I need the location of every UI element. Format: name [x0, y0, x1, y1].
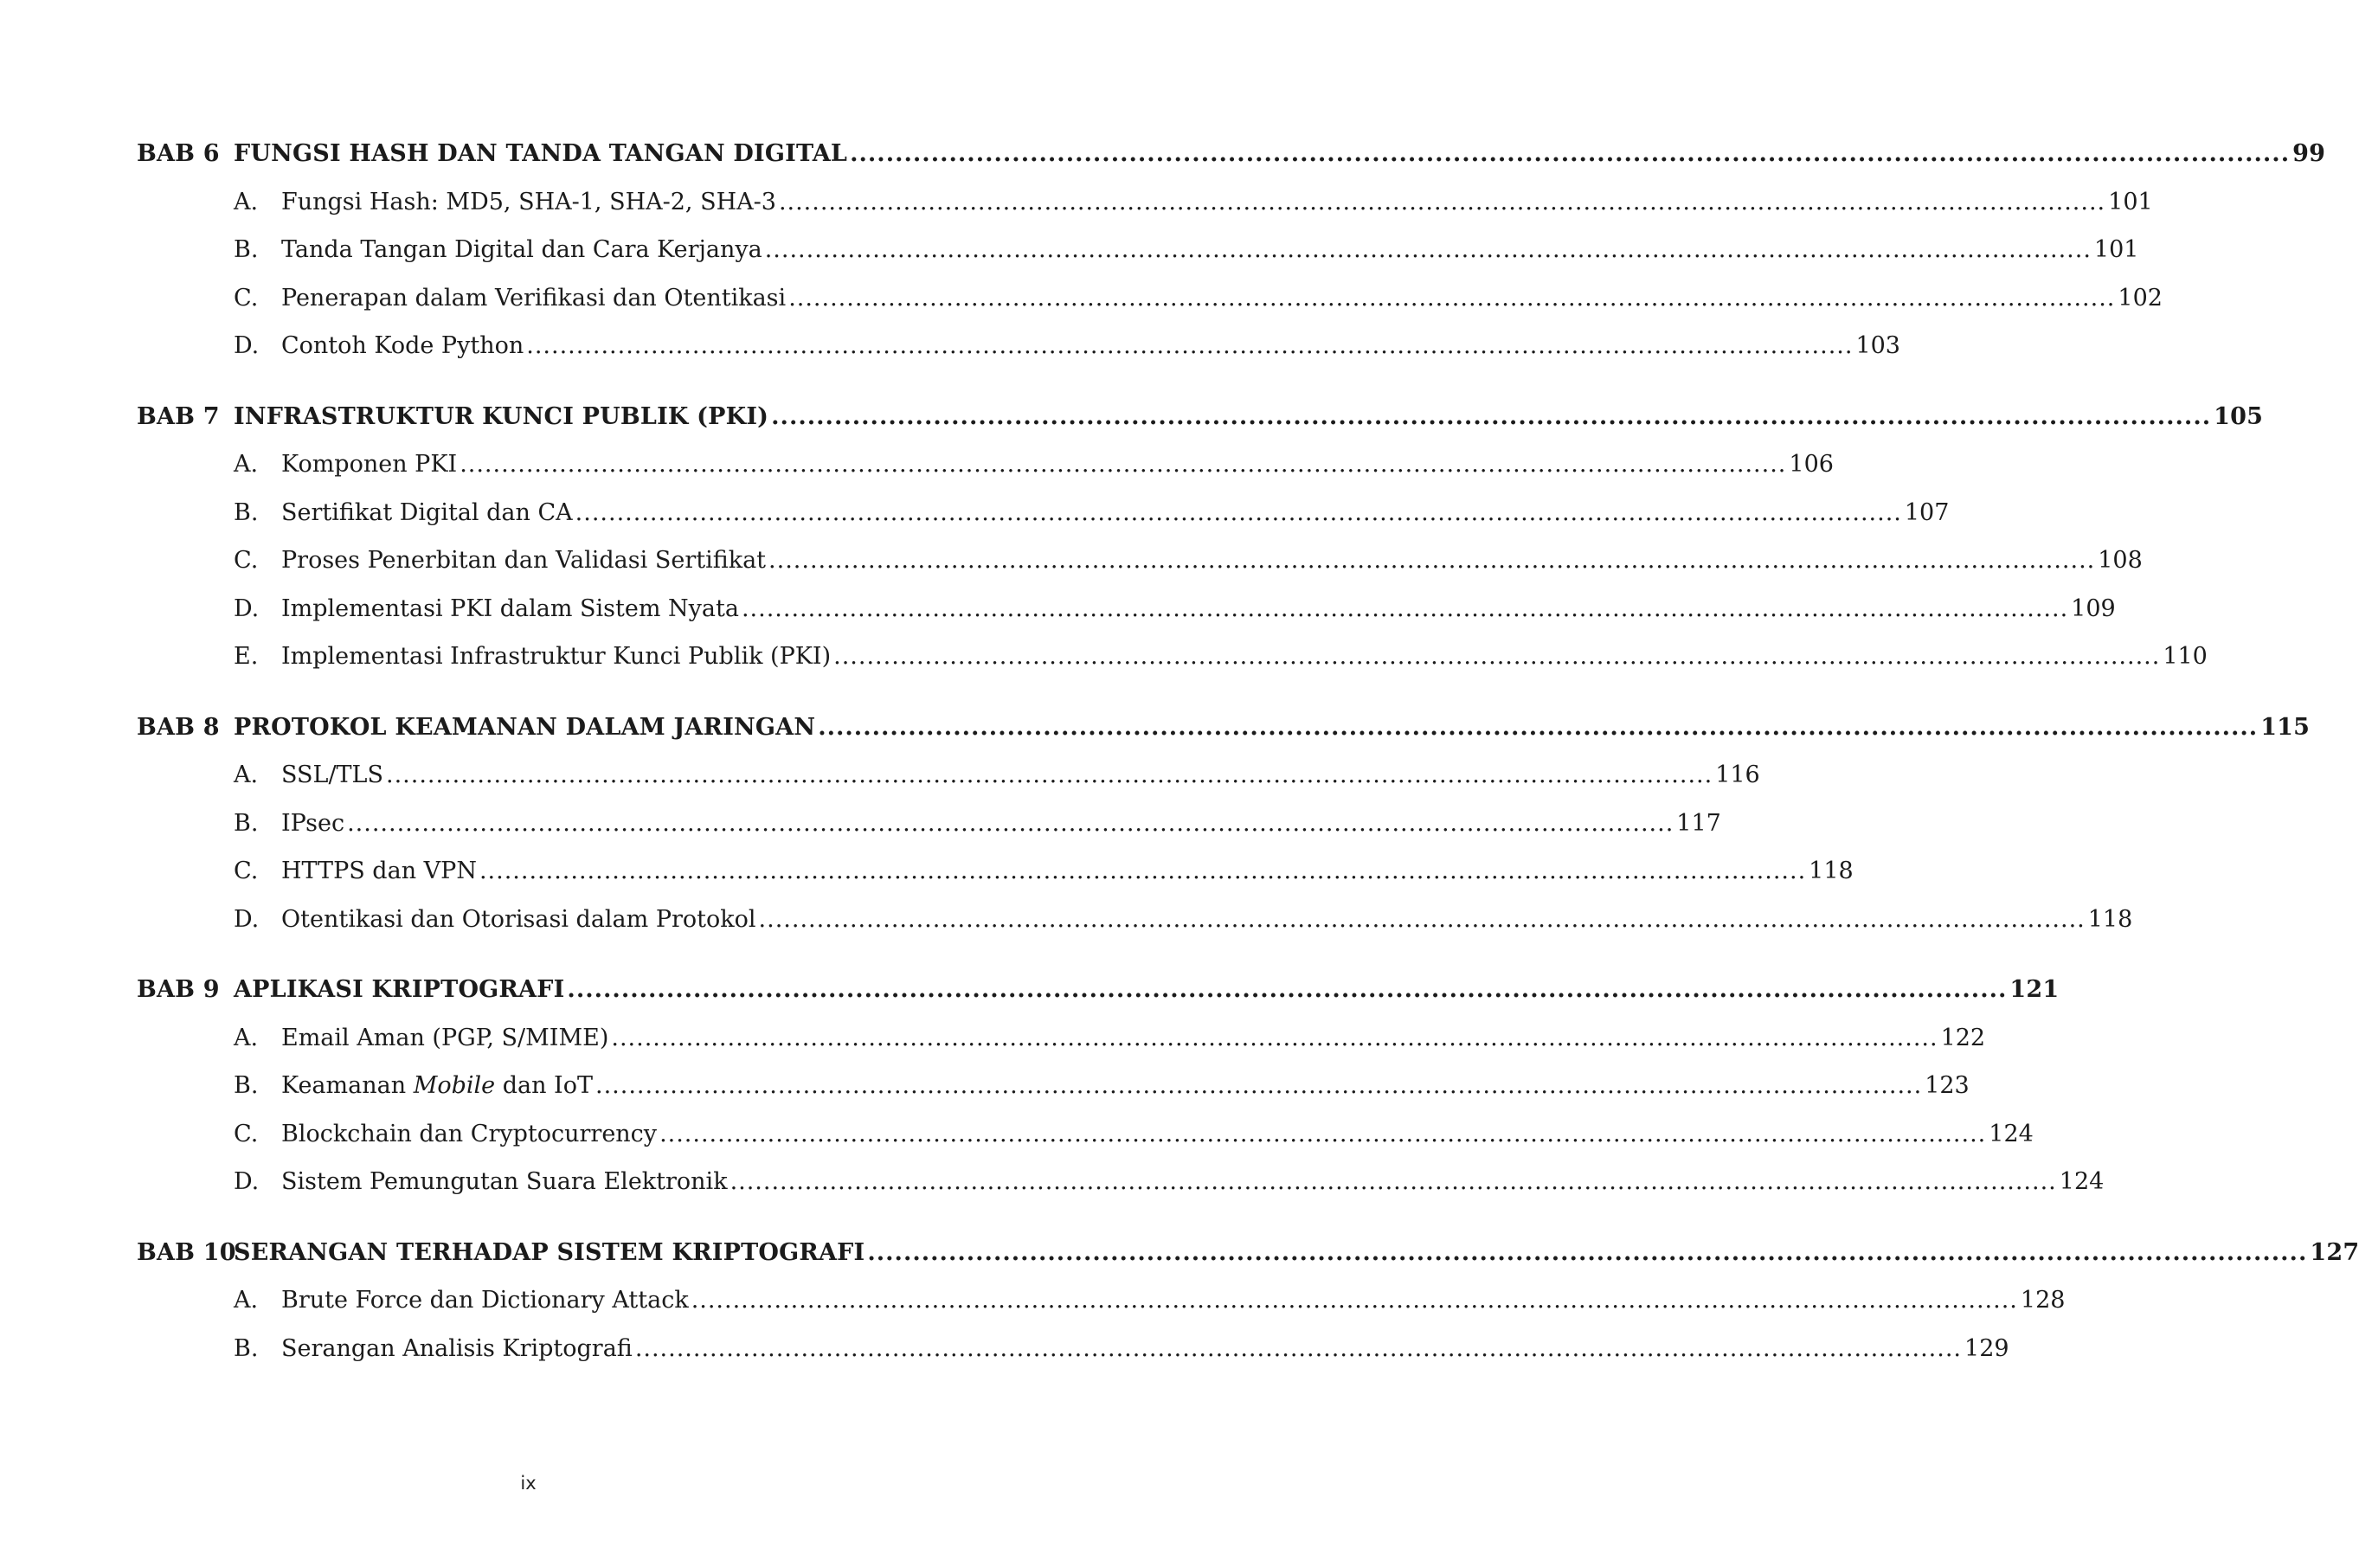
chapter-heading[interactable]: [137, 393, 2264, 441]
section-title-part: dan IoT: [495, 1072, 593, 1099]
section-title: Penerapan dalam Verifikasi dan Otentikasi: [281, 284, 787, 312]
chapter-heading[interactable]: [137, 130, 2326, 178]
chapter-heading[interactable]: [137, 1229, 2359, 1277]
section-entry[interactable]: [137, 1325, 2009, 1373]
section-entry[interactable]: [137, 1158, 2105, 1206]
section-page-number: 124: [1989, 1120, 2034, 1147]
dot-leader: [779, 178, 2105, 227]
section-title: Implementasi Infrastruktur Kunci Publik (PKI): [281, 643, 832, 670]
section-title-part: Keamanan: [281, 1072, 414, 1099]
dot-leader: [765, 226, 2092, 274]
dot-leader: [386, 751, 1713, 800]
dot-leader: [575, 489, 1902, 537]
dot-leader: [526, 322, 1853, 370]
chapter-title: INFRASTRUKTUR KUNCI PUBLIK (PKI): [234, 402, 769, 430]
section-letter: E.: [234, 643, 259, 670]
chapter-label: BAB 7: [137, 402, 220, 430]
dot-leader: [347, 800, 1674, 848]
section-letter: D.: [234, 1168, 260, 1195]
section-title: [281, 1062, 593, 1110]
section-title: Contoh Kode Python: [281, 332, 524, 359]
dot-leader: [850, 130, 2290, 178]
dot-leader: [595, 1062, 1922, 1110]
section-entry[interactable]: [137, 489, 1950, 537]
dot-leader: [460, 440, 1786, 489]
section-title: Fungsi Hash: MD5, SHA-1, SHA-2, SHA-3: [281, 188, 776, 215]
section-entry[interactable]: [137, 274, 2163, 323]
dot-leader: [691, 1276, 2018, 1325]
dot-leader: [867, 1229, 2307, 1277]
dot-leader: [611, 1014, 1938, 1063]
chapter-title: APLIKASI KRIPTOGRAFI: [234, 976, 565, 1003]
section-page-number: 118: [1809, 858, 1854, 884]
section-letter: A.: [234, 188, 259, 215]
section-page-number: 117: [1676, 809, 1721, 837]
dot-leader: [567, 966, 2007, 1014]
chapter-label: BAB 10: [137, 1238, 236, 1266]
section-title: Sistem Pemungutan Suara Elektronik: [281, 1168, 728, 1195]
section-title: Blockchain dan Cryptocurrency: [281, 1120, 658, 1147]
chapter-bab-7: [137, 393, 2264, 681]
section-title: Otentikasi dan Otorisasi dalam Protokol: [281, 905, 756, 933]
chapter-bab-9: [137, 966, 2105, 1206]
section-entry[interactable]: [137, 633, 2208, 681]
chapter-bab-6: [137, 130, 2326, 370]
chapter-page-number: 127: [2310, 1238, 2359, 1266]
section-entry[interactable]: [137, 178, 2153, 227]
section-page-number: 109: [2071, 594, 2116, 622]
section-title: Serangan Analisis Kriptografi: [281, 1334, 633, 1362]
section-letter: D.: [234, 332, 260, 359]
table-of-contents: [137, 130, 2359, 1395]
dot-leader: [768, 537, 2095, 585]
section-entry[interactable]: [137, 847, 1854, 896]
section-letter: B.: [234, 498, 259, 526]
section-entry[interactable]: [137, 751, 1760, 800]
section-letter: B.: [234, 1072, 259, 1099]
section-page-number: 107: [1904, 498, 1950, 526]
section-title: HTTPS dan VPN: [281, 858, 477, 884]
section-entry[interactable]: [137, 1276, 2066, 1325]
dot-leader: [659, 1110, 1986, 1159]
chapter-page-number: 105: [2214, 402, 2264, 430]
section-entry[interactable]: [137, 800, 1721, 848]
section-page-number: 122: [1940, 1024, 1986, 1051]
page-footer-number: ix: [520, 1473, 537, 1494]
section-page-number: 101: [2093, 236, 2139, 263]
section-letter: B.: [234, 1334, 259, 1362]
section-letter: B.: [234, 809, 259, 837]
section-entry[interactable]: [137, 537, 2143, 585]
dot-leader: [759, 896, 2086, 944]
dot-leader: [788, 274, 2115, 323]
chapter-bab-8: [137, 704, 2311, 944]
dot-leader: [635, 1325, 1962, 1373]
dot-leader: [742, 585, 2068, 633]
section-title-italic: Mobile: [413, 1072, 496, 1099]
section-letter: C.: [234, 547, 259, 574]
section-page-number: 128: [2020, 1287, 2066, 1314]
section-title: Sertifikat Digital dan CA: [281, 498, 573, 526]
section-letter: D.: [234, 905, 260, 933]
section-page-number: 103: [1855, 332, 1900, 359]
chapter-page-number: 99: [2292, 140, 2326, 167]
chapter-label: BAB 6: [137, 140, 220, 167]
section-page-number: 101: [2108, 188, 2153, 215]
chapter-title: PROTOKOL KEAMANAN DALAM JARINGAN: [234, 713, 816, 741]
section-title: SSL/TLS: [281, 762, 383, 788]
section-letter: B.: [234, 236, 259, 263]
section-title: IPsec: [281, 809, 345, 837]
section-entry[interactable]: [137, 322, 1900, 370]
section-letter: C.: [234, 858, 259, 884]
section-page-number: 106: [1789, 451, 1834, 478]
section-page-number: 110: [2163, 643, 2208, 670]
dot-leader: [479, 847, 1806, 896]
chapter-title: SERANGAN TERHADAP SISTEM KRIPTOGRAFI: [234, 1238, 865, 1266]
section-page-number: 124: [2059, 1168, 2105, 1195]
section-letter: A.: [234, 1024, 259, 1051]
section-page-number: 108: [2098, 547, 2143, 574]
section-title: Email Aman (PGP, S/MIME): [281, 1024, 609, 1051]
dot-leader: [730, 1158, 2057, 1206]
chapter-bab-10: [137, 1229, 2359, 1373]
chapter-heading[interactable]: [137, 966, 2060, 1014]
section-letter: A.: [234, 762, 259, 788]
section-entry[interactable]: [137, 440, 1834, 489]
chapter-page-number: 115: [2260, 713, 2311, 741]
section-page-number: 123: [1925, 1072, 1970, 1099]
chapter-heading[interactable]: [137, 704, 2311, 752]
chapter-label: BAB 9: [137, 976, 220, 1003]
section-letter: A.: [234, 451, 259, 478]
chapter-title: FUNGSI HASH DAN TANDA TANGAN DIGITAL: [234, 140, 848, 167]
section-letter: D.: [234, 594, 260, 622]
section-page-number: 129: [1964, 1334, 2009, 1362]
section-letter: A.: [234, 1287, 259, 1314]
dot-leader: [833, 633, 2160, 681]
section-title: Komponen PKI: [281, 451, 458, 478]
chapter-page-number: 121: [2009, 976, 2060, 1003]
section-letter: C.: [234, 1120, 259, 1147]
section-entry[interactable]: [137, 1110, 2034, 1159]
section-letter: C.: [234, 284, 259, 312]
section-title: Tanda Tangan Digital dan Cara Kerjanya: [281, 236, 762, 263]
section-title: Implementasi PKI dalam Sistem Nyata: [281, 594, 739, 622]
section-page-number: 102: [2118, 284, 2163, 312]
section-entry[interactable]: [137, 896, 2133, 944]
section-entry[interactable]: [137, 585, 2116, 633]
section-entry[interactable]: [137, 1014, 1986, 1063]
section-entry[interactable]: [137, 226, 2139, 274]
dot-leader: [818, 704, 2258, 752]
section-entry[interactable]: [137, 1062, 1970, 1110]
section-title: Proses Penerbitan dan Validasi Sertifikat: [281, 547, 767, 574]
dot-leader: [771, 393, 2211, 441]
chapter-label: BAB 8: [137, 713, 220, 741]
section-title: Brute Force dan Dictionary Attack: [281, 1287, 689, 1314]
section-page-number: 116: [1715, 762, 1760, 788]
section-page-number: 118: [2087, 905, 2133, 933]
